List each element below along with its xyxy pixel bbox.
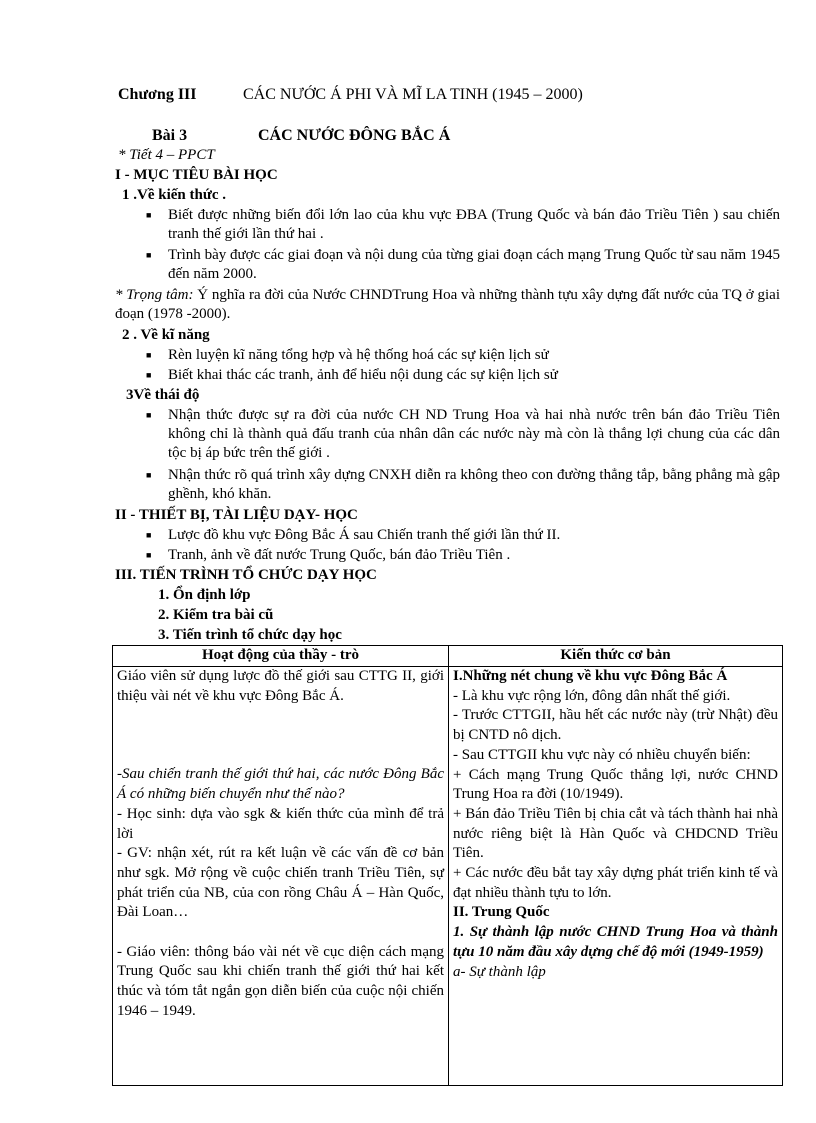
knowledge-text: - Là khu vực rộng lớn, đông dân nhất thế giới.: [453, 687, 731, 704]
focus-note: [115, 286, 780, 324]
bullet-icon: ■: [146, 410, 152, 420]
knowledge-text: + Các nước đều bắt tay xây dựng phát triển kinh tế và đạt nhiều thành tựu to lớn.: [453, 865, 778, 901]
attitude-bullet: Nhận thức được sự ra đời của nước CH ND Trung Hoa và hai nhà nước trên bán đảo Triều Tiên không chỉ là thành quả đấu tranh của nhân dân các nước này mà còn là thắng lợi chung của các dân tộc bị áp bức trên thế giới .: [168, 407, 780, 461]
lesson-title: CÁC NƯỚC ĐÔNG BẮC Á: [258, 127, 451, 144]
table-header-knowledge: Kiến thức cơ bản: [449, 646, 783, 667]
knowledge-bullet: Biết được những biến đổi lớn lao của khu vực ĐBA (Trung Quốc và bán đảo Triều Tiên ) sau chiến tranh thế giới lần thứ hai .: [168, 207, 780, 242]
activity-text: - GV: nhận xét, rút ra kết luận về các vấn đề cơ bản như sgk. Mở rộng về cuộc chiến tranh Triều Tiên, sự phát triển của NB, của con rồng Châu Á – Hàn Quốc, Đài Loan…: [117, 845, 444, 921]
skills-bullet: Rèn luyện kĩ năng tổng hợp và hệ thống hoá các sự kiện lịch sử: [168, 347, 549, 363]
activity-text: Giáo viên sử dụng lược đồ thế giới sau CTTG II, giới thiệu vài nét về khu vực Đông Bắc Á.: [117, 668, 444, 704]
chapter-label: Chương III: [118, 86, 197, 103]
knowledge-heading: 1 .Về kiến thức .: [122, 187, 226, 203]
bullet-icon: ■: [146, 250, 152, 260]
step-item: 2. Kiểm tra bài cũ: [158, 607, 274, 623]
section-1-heading: I - MỤC TIÊU BÀI HỌC: [115, 167, 278, 183]
lesson-label: Bài 3: [152, 127, 188, 144]
step-item: 3. Tiến trình tổ chức dạy học: [158, 627, 342, 643]
lesson-table: [112, 645, 783, 1086]
bullet-icon: ■: [146, 550, 152, 560]
knowledge-bullet: Trình bày được các giai đoạn và nội dung của từng giai đoạn cách mạng Trung Quốc từ sau năm 1945 đến năm 2000.: [168, 247, 780, 282]
table-header-activity: Hoạt động của thầy - trò: [113, 646, 449, 667]
knowledge-text: + Bán đảo Triều Tiên bị chia cắt và tách thành hai nhà nước riêng biệt là Hàn Quốc và CHDCND Triều Tiên.: [453, 805, 778, 862]
attitude-heading: 3Về thái độ: [126, 387, 200, 403]
activity-text: - Học sinh: dựa vào sgk & kiến thức của mình để trả lời: [117, 805, 444, 842]
skills-heading: 2 . Về kĩ năng: [122, 327, 210, 343]
activity-question: -Sau chiến tranh thế giới thứ hai, các nước Đông Bắc Á có những biến chuyển như thế nào?: [117, 766, 444, 803]
focus-label: * Trọng tâm:: [115, 287, 194, 303]
bullet-icon: ■: [146, 350, 152, 360]
focus-text: Ý nghĩa ra đời của Nước CHNDTrung Hoa và những thành tựu xây dựng đất nước của TQ ở giai đoạn (1978 -2000).: [115, 287, 780, 322]
knowledge-text: - Trước CTTGII, hầu hết các nước này (trừ Nhật) đều bị CNTD nô dịch.: [453, 707, 778, 744]
equipment-bullet: Lược đồ khu vực Đông Bắc Á sau Chiến tranh thế giới lần thứ II.: [168, 527, 561, 543]
knowledge-text: + Cách mạng Trung Quốc thắng lợi, nước CHND Trung Hoa ra đời (10/1949).: [453, 766, 778, 803]
bullet-icon: ■: [146, 470, 152, 480]
knowledge-text: - Sau CTTGII khu vực này có nhiều chuyển biến:: [453, 746, 751, 763]
section-2-heading: II - THIẾT BỊ, TÀI LIỆU DẠY- HỌC: [115, 507, 358, 523]
period-note: * Tiết 4 – PPCT: [118, 147, 215, 163]
knowledge-heading-2: II. Trung Quốc: [453, 904, 550, 921]
bullet-icon: ■: [146, 370, 152, 380]
bullet-icon: ■: [146, 210, 152, 220]
knowledge-subheading: a- Sự thành lập: [453, 963, 546, 980]
activity-text: - Giáo viên: thông báo vài nét về cục diện cách mạng Trung Quốc sau khi chiến tranh thế giới thứ hai kết thúc và tóm tắt ngắn gọn diễn biến của cuộc nội chiến 1946 – 1949.: [117, 943, 444, 1019]
equipment-bullet: Tranh, ảnh về đất nước Trung Quốc, bán đảo Triều Tiên .: [168, 547, 511, 563]
step-item: 1. Ổn định lớp: [158, 587, 251, 603]
knowledge-heading-3: 1. Sự thành lập nước CHND Trung Hoa và thành tựu 10 năm đầu xây dựng chế độ mới (1949-1959): [453, 924, 778, 960]
knowledge-heading-1: I.Những nét chung về khu vực Đông Bắc Á: [453, 668, 728, 684]
attitude-bullet: Nhận thức rõ quá trình xây dựng CNXH diễn ra không theo con đường thẳng tắp, bằng phẳng mà gập ghềnh, khó khăn.: [168, 467, 780, 502]
chapter-title: CÁC NƯỚC Á PHI VÀ MĨ LA TINH (1945 – 2000): [243, 86, 583, 103]
knowledge-cell: [449, 667, 783, 1086]
skills-bullet: Biết khai thác các tranh, ảnh để hiểu nội dung các sự kiện lịch sử: [168, 367, 558, 383]
activity-cell: [113, 667, 449, 1086]
bullet-icon: ■: [146, 530, 152, 540]
section-3-heading: III. TIẾN TRÌNH TỔ CHỨC DẠY HỌC: [115, 567, 377, 583]
